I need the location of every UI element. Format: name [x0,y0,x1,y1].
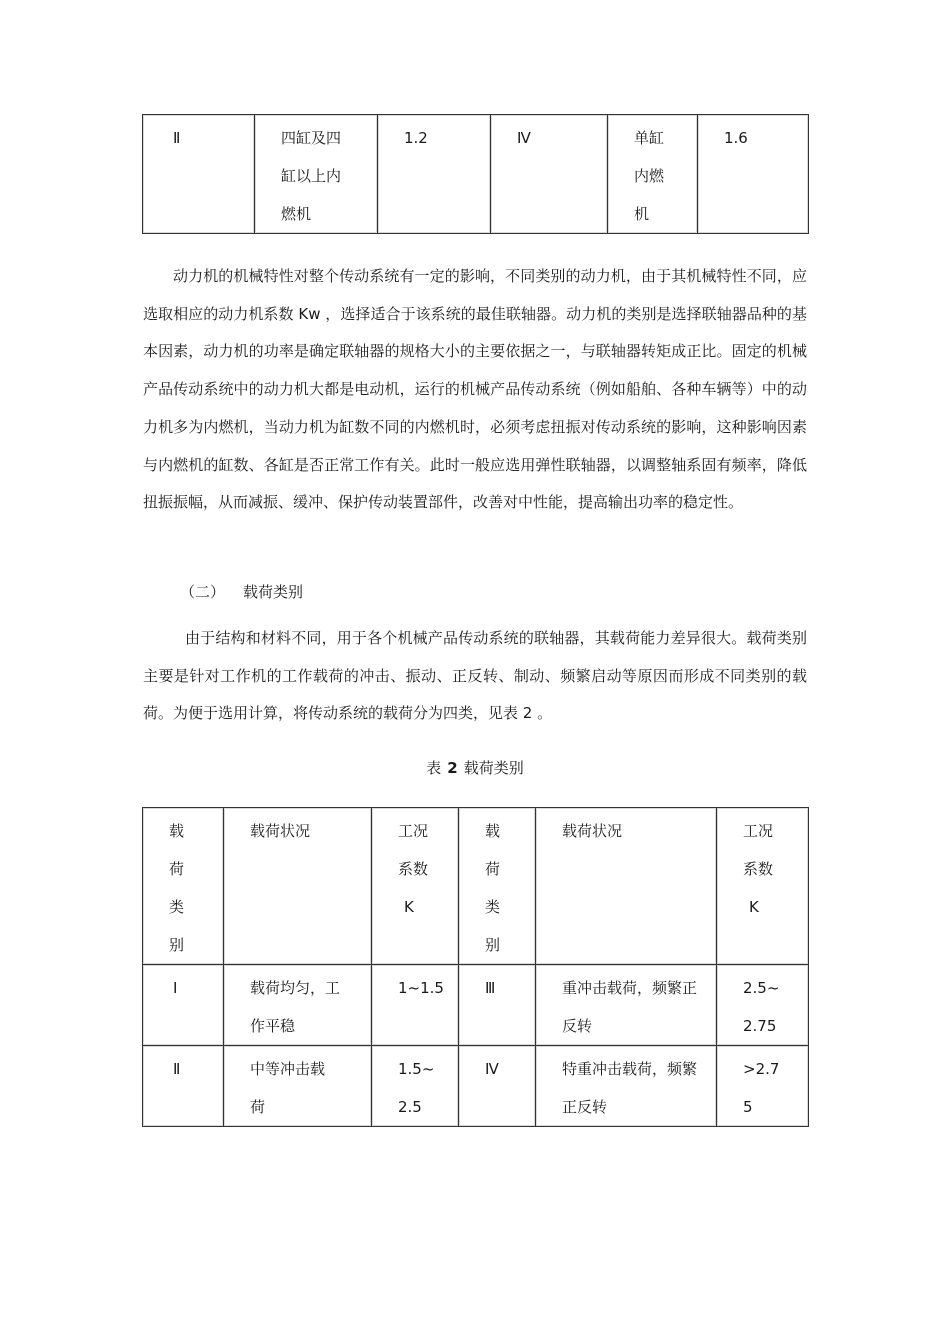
category-cell: Ⅱ [143,1046,224,1127]
factor-cell: 1~1.5 [372,965,459,1046]
table-row [143,965,809,1046]
header-condition: 载荷状况 [536,808,717,965]
factor-cell: 1.2 [378,115,491,234]
caption-prefix: 表 [426,759,442,777]
factor-cell: 1.6 [698,115,809,234]
condition-cell: 载荷均匀，工作平稳 [224,965,372,1046]
category-cell: Ⅲ [459,965,536,1046]
condition-cell: 重冲击载荷，频繁正反转 [536,965,717,1046]
machine-type-cell: 四缸及四缸以上内燃机 [255,115,378,234]
category-cell: Ⅳ [491,115,608,234]
header-factor: 工况系数 K [372,808,459,965]
condition-cell: 特重冲击载荷，频繁正反转 [536,1046,717,1127]
section-heading [180,580,303,604]
body-paragraph: 由于结构和材料不同，用于各个机械产品传动系统的联轴器，其载荷能力差异很大。载荷类别主要是针对工作机的工作载荷的冲击、振动、正反转、制动、频繁启动等原因而形成不同类别的载荷。为便于选用计算，将传动系统的载荷分为四类，见表 2 。 [143,629,807,723]
header-factor: 工况系数 K [717,808,809,965]
table-row [143,115,809,234]
category-cell: Ⅰ [143,965,224,1046]
factor-cell: >2.75 [717,1046,809,1127]
condition-cell: 中等冲击载荷 [224,1046,372,1127]
header-category: 载荷类别 [143,808,224,965]
section-number: （二） [180,583,226,601]
header-factor-symbol: K [749,898,759,916]
caption-number: 2 [447,759,458,777]
category-cell: Ⅱ [143,115,255,234]
table-row [143,1046,809,1127]
category-cell: Ⅳ [459,1046,536,1127]
load-category-table [142,807,809,1127]
machine-type-cell: 单缸内燃机 [608,115,698,234]
header-condition: 载荷状况 [224,808,372,965]
header-category: 载荷类别 [459,808,536,965]
power-machine-table [142,114,809,234]
body-paragraph: 动力机的机械特性对整个传动系统有一定的影响，不同类别的动力机，由于其机械特性不同，应选取相应的动力机系数 Kw ，选择适合于该系统的最佳联轴器。动力机的类别是选择联轴器品种的基本因素，动力机的功率是确定联轴器的规格大小的主要依据之一，与联轴器转矩成正比。固定的机械产品传动系统中的动力机大都是电动机，运行的机械产品传动系统（例如船舶、各种车辆等）中的动力机多为内燃机，当动力机为缸数不同的内燃机时，必须考虑扭振对传动系统的影响，这种影响因素与内燃机的缸数、各缸是否正常工作有关。此时一般应选用弹性联轴器，以调整轴系固有频率，降低扭振振幅，从而减振、缓冲、保护传动装置部件，改善对中性能，提高输出功率的稳定性。 [143,267,807,512]
factor-cell: 2.5~2.75 [717,965,809,1046]
header-factor-symbol: K [404,898,414,916]
caption-title: 载荷类别 [463,759,524,777]
factor-cell: 1.5~2.5 [372,1046,459,1127]
table-header-row [143,808,809,965]
section-title: 载荷类别 [243,583,304,601]
table-caption [0,756,950,780]
